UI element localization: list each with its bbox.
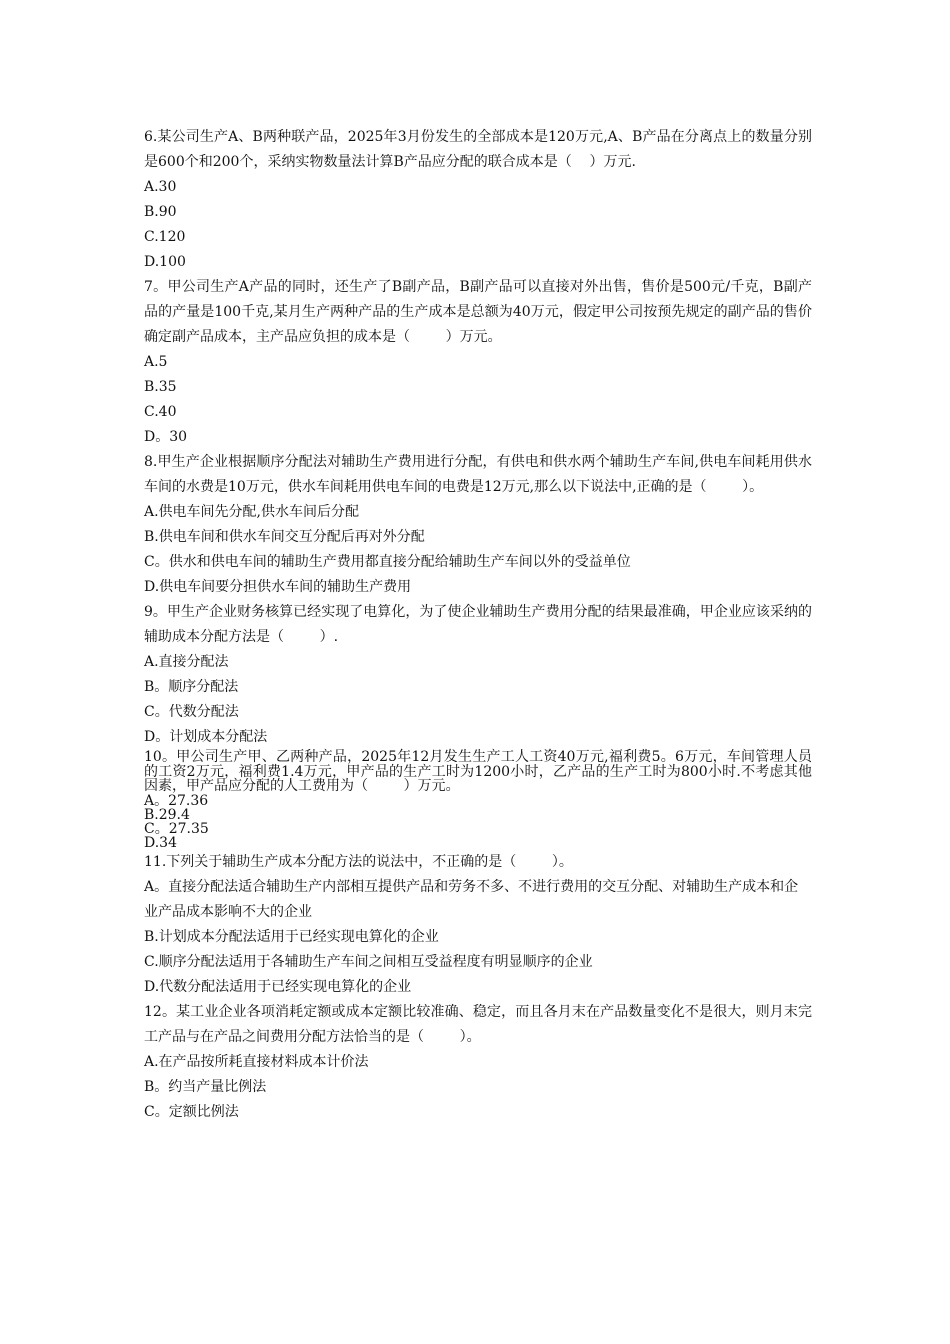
option-a: A.在产品按所耗直接材料成本计价法 [144, 1053, 369, 1070]
option-c: C。定额比例法 [144, 1103, 239, 1120]
option-b: B.计划成本分配法适用于已经实现电算化的企业 [144, 928, 439, 945]
option-c: C。供水和供电车间的辅助生产费用都直接分配给辅助生产车间以外的受益单位 [144, 554, 631, 570]
option-c: C。27.35 [144, 820, 209, 837]
option-a: A.5 [144, 354, 168, 370]
option-a: A。27.36 [144, 792, 209, 809]
option-b: B。约当产量比例法 [144, 1078, 267, 1095]
option-b: B.35 [144, 379, 177, 395]
question-text: 9。甲生产企业财务核算已经实现了电算化，为了使企业辅助生产费用分配的结果最准确，甲企业应该采纳的辅助成本分配方法是（ ）. [144, 604, 812, 645]
question-text: 6.某公司生产A、B两种联产品，2025年3月份发生的全部成本是120万元,A、B产品在分离点上的数量分别是600个和200个，采纳实物数量法计算B产品应分配的联合成本是（ ）万元. [144, 129, 812, 170]
option-d: D.100 [144, 254, 186, 270]
question-7 [144, 275, 812, 450]
option-b: B.供电车间和供水车间交互分配后再对外分配 [144, 529, 425, 545]
option-b: B。顺序分配法 [144, 679, 239, 695]
option-c: C.120 [144, 229, 186, 245]
option-d: D。计划成本分配法 [144, 729, 268, 745]
option-c: C.40 [144, 404, 177, 420]
question-9 [144, 600, 812, 750]
question-11 [144, 850, 812, 1000]
question-text: 7。甲公司生产A产品的同时，还生产了B副产品，B副产品可以直接对外出售，售价是500元/千克，B副产品的产量是100千克,某月生产两种产品的生产成本是总额为40万元，假定甲公司按预先规定的副产品的售价确定副产品成本，主产品应负担的成本是（ ）万元。 [144, 279, 812, 345]
question-6 [144, 125, 812, 275]
option-a: A.直接分配法 [144, 654, 229, 670]
option-a: A.供电车间先分配,供水车间后分配 [144, 504, 360, 520]
question-text: 12。某工业企业各项消耗定额或成本定额比较准确、稳定，而且各月末在产品数量变化不是很大，则月末完工产品与在产品之间费用分配方法恰当的是（ ）。 [144, 1003, 812, 1045]
option-a: A.30 [144, 179, 177, 195]
option-a: A。直接分配法适合辅助生产内部相互提供产品和劳务不多、不进行费用的交互分配、对辅助生产成本和企业产品成本影响不大的企业 [144, 878, 799, 920]
option-c: C.顺序分配法适用于各辅助生产车间之间相互受益程度有明显顺序的企业 [144, 953, 593, 970]
question-8 [144, 450, 812, 600]
option-b: B.90 [144, 204, 177, 220]
question-10 [144, 750, 812, 850]
question-text: 11.下列关于辅助生产成本分配方法的说法中，不正确的是（ ）。 [144, 853, 573, 870]
question-list [144, 125, 812, 1125]
option-c: C。代数分配法 [144, 704, 239, 720]
question-text: 8.甲生产企业根据顺序分配法对辅助生产费用进行分配，有供电和供水两个辅助生产车间,供电车间耗用供水车间的水费是10万元，供水车间耗用供电车间的电费是12万元,那么以下说法中,正确的是（ ）。 [144, 454, 812, 495]
option-d: D.34 [144, 834, 177, 851]
option-d: D.供电车间要分担供水车间的辅助生产费用 [144, 579, 412, 595]
option-d: D.代数分配法适用于已经实现电算化的企业 [144, 978, 412, 995]
question-12 [144, 1000, 812, 1125]
option-b: B.29.4 [144, 806, 190, 823]
question-text: 10。甲公司生产甲、乙两种产品，2025年12月发生生产工人工资40万元,福利费5。6万元，车间管理人员的工资2万元，福利费1.4万元，甲产品的生产工时为1200小时，乙产品的生产工时为800小时.不考虑其他因素，甲产品应分配的人工费用为（ ）万元。 [144, 749, 812, 794]
option-d: D。30 [144, 429, 188, 445]
